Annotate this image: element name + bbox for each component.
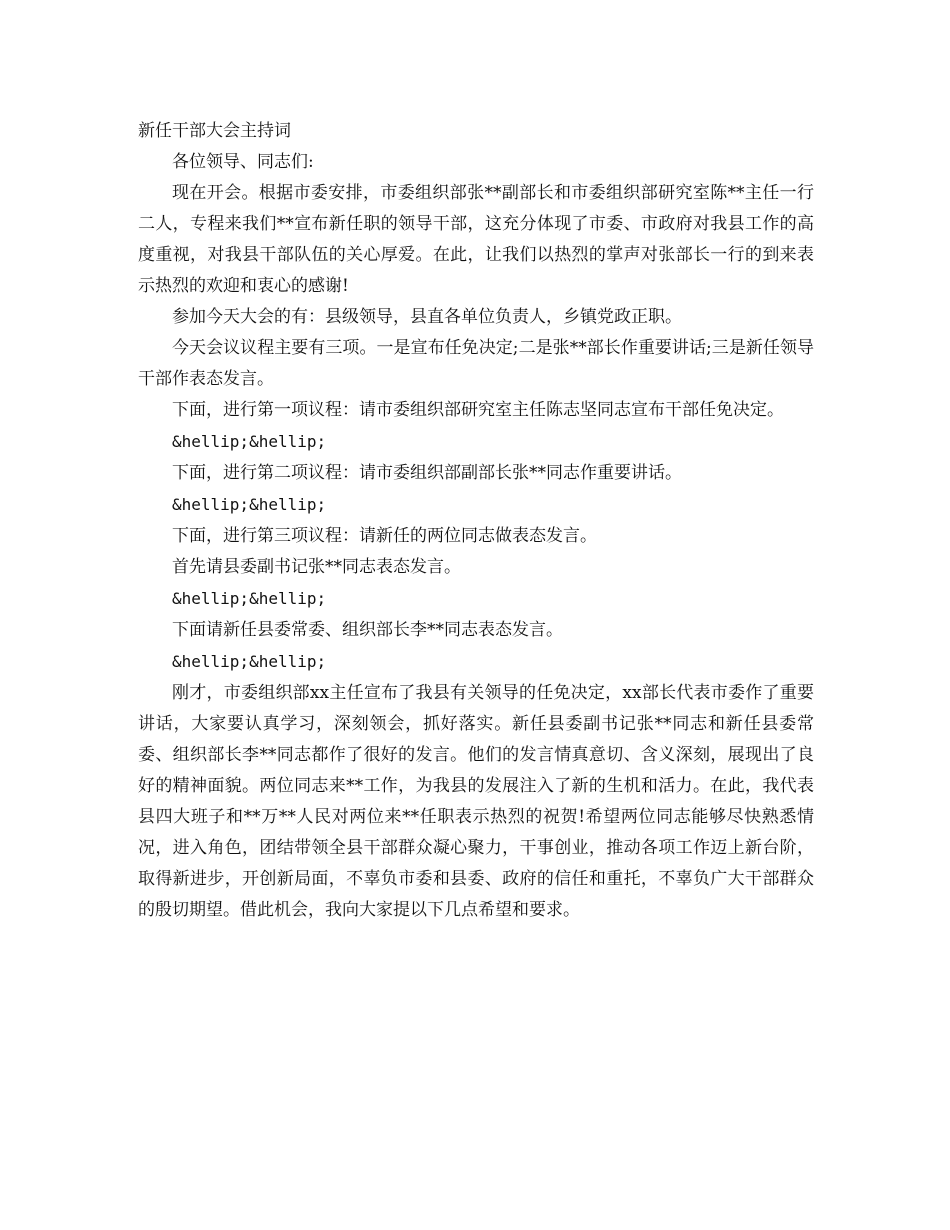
ellipsis-text: &hellip;&hellip; <box>172 495 327 514</box>
ellipsis-text: &hellip;&hellip; <box>172 589 327 608</box>
attendees-paragraph: 参加今天大会的有：县级领导，县直各单位负责人，乡镇党政正职。 <box>172 307 682 327</box>
agenda-item-3-paragraph: 下面，进行第三项议程：请新任的两位同志做表态发言。 <box>172 526 597 546</box>
speaker-2-paragraph: 下面请新任县委常委、组织部长李**同志表态发言。 <box>172 620 563 640</box>
ellipsis-2 <box>138 489 814 521</box>
summary-paragraph: 刚才，市委组织部xx主任宣布了我县有关领导的任免决定，xx部长代表市委作了重要讲话，大家要认真学习，深刻领会，抓好落实。新任县委副书记张**同志和新任县委常委、组织部长李**同志都作了很好的发言。他们的发言情真意切、含义深刻，展现出了良好的精神面貌。两位同志来**工作，为我县的发展注入了新的生机和活力。在此，我代表县四大班子和**万**人民对两位来**任职表示热烈的祝贺!希望两位同志能够尽快熟悉情况，进入角色，团结带领全县干部群众凝心聚力，干事创业，推动各项工作迈上新台阶，取得新进步，开创新局面，不辜负市委和县委、政府的信任和重托，不辜负广大干部群众的殷切期望。借此机会，我向大家提以下几点希望和要求。 <box>138 683 814 920</box>
agenda-item-2-paragraph: 下面，进行第二项议程：请市委组织部副部长张**同志作重要讲话。 <box>172 463 682 483</box>
ellipsis-3 <box>138 583 814 615</box>
ellipsis-text: &hellip;&hellip; <box>172 652 327 671</box>
speaker-1-paragraph: 首先请县委副书记张**同志表态发言。 <box>172 557 461 577</box>
ellipsis-4 <box>138 646 814 678</box>
agenda-item-1-paragraph: 下面，进行第一项议程：请市委组织部研究室主任陈志坚同志宣布干部任免决定。 <box>172 400 784 420</box>
ellipsis-1 <box>138 426 814 458</box>
opening-paragraph: 现在开会。根据市委安排，市委组织部张**副部长和市委组织部研究室陈**主任一行二人，专程来我们**宣布新任职的领导干部，这充分体现了市委、市政府对我县工作的高度重视，对我县干部队伍的关心厚爱。在此，让我们以热烈的掌声对张部长一行的到来表示热烈的欢迎和衷心的感谢! <box>138 183 814 296</box>
greeting-paragraph: 各位领导、同志们: <box>172 152 314 172</box>
agenda-paragraph: 今天会议议程主要有三项。一是宣布任免决定;二是张**部长作重要讲话;三是新任领导干部作表态发言。 <box>138 338 814 389</box>
document-page <box>138 116 814 926</box>
document-title: 新任干部大会主持词 <box>138 121 291 141</box>
ellipsis-text: &hellip;&hellip; <box>172 432 327 451</box>
